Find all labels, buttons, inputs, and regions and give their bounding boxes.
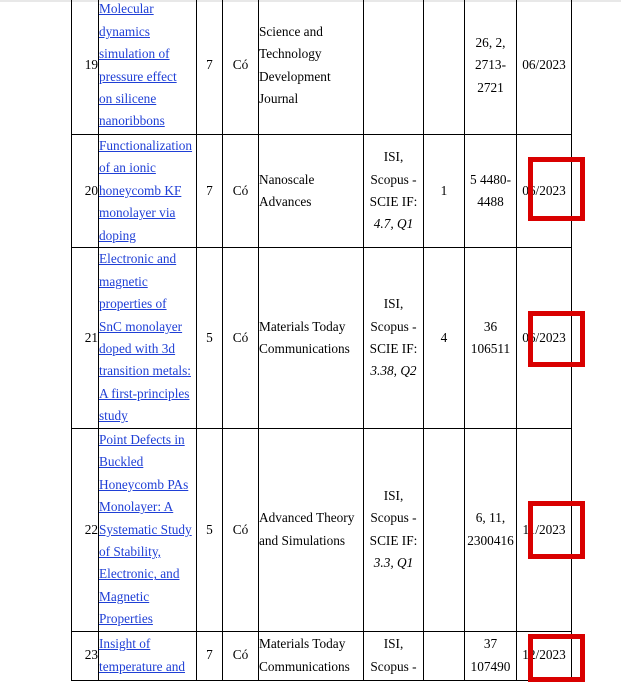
journal-name: Advanced Theory and Simulations — [259, 429, 364, 632]
date-highlight-box — [528, 634, 585, 682]
author-count: 7 — [197, 135, 223, 248]
paper-title-link[interactable] — [99, 429, 197, 632]
rank-count — [424, 631, 465, 680]
main-author-flag: Có — [223, 429, 259, 632]
date-highlight-box — [528, 157, 585, 221]
main-author-flag: Có — [223, 135, 259, 248]
main-author-flag: Có — [223, 631, 259, 680]
main-author-flag: Có — [223, 248, 259, 429]
publication-date: 06/2023 — [517, 135, 572, 248]
rank-count — [424, 0, 465, 135]
volume-pages: 6, 11, 2300416 — [465, 429, 517, 632]
volume-pages: 5 4480- 4488 — [465, 135, 517, 248]
paper-title-link[interactable] — [99, 248, 197, 429]
rank-count: 4 — [424, 248, 465, 429]
publication-date: 11/2023 — [517, 429, 572, 632]
main-author-flag: Có — [223, 0, 259, 135]
journal-name: Science and Technology Development Journal — [259, 0, 364, 135]
table-row — [72, 0, 572, 135]
author-count: 5 — [197, 429, 223, 632]
journal-index: ISI, Scopus - SCIE IF: 3.38, Q2 — [364, 248, 424, 429]
row-number: 20 — [72, 135, 99, 248]
publication-table — [71, 0, 572, 681]
author-count: 7 — [197, 0, 223, 135]
row-number: 22 — [72, 429, 99, 632]
paper-title-link-text[interactable]: Point Defects in Buckled Honeycomb PAs Monolayer: A Systematic Study of Stability, Electronic, and Magnetic Properties — [99, 432, 192, 627]
paper-title-link-text[interactable]: Electronic and magnetic properties of SnC monolayer doped with 3d transition metals: A first-principles study — [99, 251, 191, 424]
paper-title-link-text[interactable]: Functionalization of an ionic honeycomb KF monolayer via doping — [99, 138, 193, 243]
table-row — [72, 135, 572, 248]
table-row — [72, 248, 572, 429]
author-count: 7 — [197, 631, 223, 680]
date-highlight-box — [528, 501, 585, 559]
author-count: 5 — [197, 248, 223, 429]
journal-index: ISI, Scopus - SCIE IF: 4.7, Q1 — [364, 135, 424, 248]
table-row — [72, 429, 572, 632]
volume-pages: 37 107490 — [465, 631, 517, 680]
paper-title-link[interactable] — [99, 631, 197, 680]
row-number: 21 — [72, 248, 99, 429]
row-number: 23 — [72, 631, 99, 680]
paper-title-link-text[interactable]: Molecular dynamics simulation of pressure effect on silicene nanoribbons — [99, 1, 177, 129]
journal-index: ISI, Scopus - SCIE IF: 3.3, Q1 — [364, 429, 424, 632]
rank-count — [424, 429, 465, 632]
publication-date: 06/2023 — [517, 248, 572, 429]
rank-count: 1 — [424, 135, 465, 248]
journal-name: Materials Today Communications — [259, 248, 364, 429]
volume-pages: 26, 2, 2713- 2721 — [465, 0, 517, 135]
journal-index: ISI, Scopus - — [364, 631, 424, 680]
journal-index — [364, 0, 424, 135]
publication-date: 12/2023 — [517, 631, 572, 680]
journal-name: Materials Today Communications — [259, 631, 364, 680]
table-row — [72, 631, 572, 680]
paper-title-link[interactable] — [99, 135, 197, 248]
paper-title-link-text[interactable]: Insight of temperature and — [99, 636, 186, 674]
paper-title-link[interactable] — [99, 0, 197, 135]
volume-pages: 36 106511 — [465, 248, 517, 429]
journal-name: Nanoscale Advances — [259, 135, 364, 248]
row-number: 19 — [72, 0, 99, 135]
date-highlight-box — [528, 311, 585, 367]
publication-date: 06/2023 — [517, 0, 572, 135]
